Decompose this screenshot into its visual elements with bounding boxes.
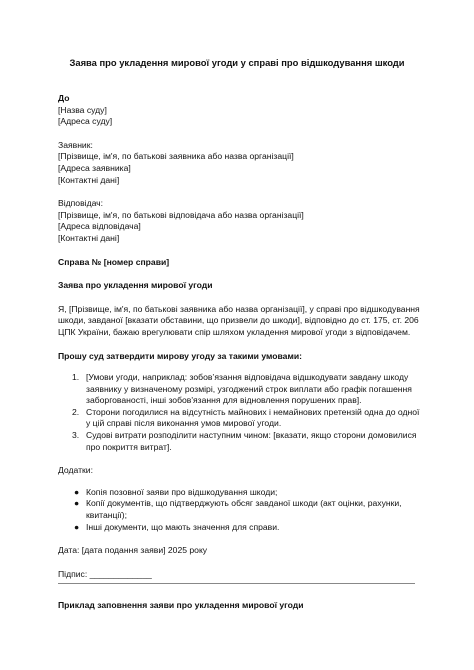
attachment-text: Інші документи, що мають значення для справи. bbox=[86, 521, 280, 532]
list-number: 3. bbox=[72, 430, 80, 441]
attachment-text: Копія позовної заяви про відшкодування шкоди; bbox=[86, 486, 278, 497]
list-item bbox=[58, 498, 420, 521]
condition-text: [Умови угоди, наприклад: зобов’язання відповідача відшкодувати завдану шкоду заявнику у визначеному розмірі, узгоджений строк виплати або графік погашення заборгованості, інші зобов'язання для відновлення порушених прав]. bbox=[86, 372, 412, 406]
document-body bbox=[58, 93, 420, 580]
signature-line: Підпис: _____________ bbox=[58, 568, 152, 579]
condition-text: Сторони погодилися на відсутність майнових і немайнових претензій одна до одної у цій справі після виконання умов мирової угоди. bbox=[86, 406, 420, 429]
court-name: [Назва суду] bbox=[58, 104, 107, 115]
divider bbox=[58, 583, 415, 584]
list-number: 2. bbox=[72, 406, 80, 417]
court-address: [Адреса суду] bbox=[58, 116, 113, 127]
respondent-contacts: [Контактні дані] bbox=[58, 232, 120, 243]
list-number: 1. bbox=[72, 372, 80, 383]
section-heading: Заява про укладення мирової угоди bbox=[58, 280, 213, 291]
conditions-list bbox=[58, 372, 420, 453]
respondent-label: Відповідач: bbox=[58, 198, 104, 209]
applicant-block bbox=[58, 140, 420, 186]
case-number: Справа № [номер справи] bbox=[58, 256, 170, 267]
respondent-address: [Адреса відповідача] bbox=[58, 221, 141, 232]
list-item bbox=[58, 522, 420, 534]
to-label: До bbox=[58, 93, 70, 103]
attachment-text: Копії документів, що підтверджують обсяг завданої шкоди (акт оцінки, рахунки, квитанції); bbox=[86, 498, 402, 521]
respondent-block bbox=[58, 198, 420, 244]
list-item bbox=[58, 372, 420, 407]
example-heading: Приклад заповнення заяви про укладення мирової угоди bbox=[58, 600, 304, 610]
applicant-address: [Адреса заявника] bbox=[58, 162, 131, 173]
bullet-icon: ● bbox=[74, 486, 80, 497]
date-line: Дата: [дата подання заяви] 2025 року bbox=[58, 545, 208, 556]
attachments-label: Додатки: bbox=[58, 465, 93, 476]
respondent-name: [Прізвище, ім'я, по батькові відповідача або назва організації] bbox=[58, 209, 304, 220]
intro-paragraph: Я, [Прізвище, ім'я, по батькові заявника або назва організації], у справі про відшкодування шкоди, завданої [вказати обставини, що призвели до шкоди], відповідно до ст. 175, ст. 206 ЦПК України, бажаю врегулювати спір шляхом укладення мирової угоди з відповідачем. bbox=[58, 303, 420, 337]
list-item bbox=[58, 487, 420, 499]
applicant-label: Заявник: bbox=[58, 139, 93, 150]
applicant-contacts: [Контактні дані] bbox=[58, 174, 120, 185]
list-item bbox=[58, 430, 420, 453]
condition-text: Судові витрати розподілити наступним чином: [вказати, якщо сторони домовилися про покриття витрат]. bbox=[86, 430, 417, 452]
document-title: Заява про укладення мирової угоди у справі про відшкодування шкоди bbox=[69, 57, 405, 68]
applicant-name: [Прізвище, ім'я, по батькові заявника або назва організації] bbox=[58, 151, 294, 162]
list-item bbox=[58, 407, 420, 430]
bullet-icon: ● bbox=[74, 498, 80, 509]
request-heading: Прошу суд затвердити мирову угоду за такими умовами: bbox=[58, 350, 302, 361]
attachments-list bbox=[58, 487, 420, 533]
bullet-icon: ● bbox=[74, 521, 80, 532]
